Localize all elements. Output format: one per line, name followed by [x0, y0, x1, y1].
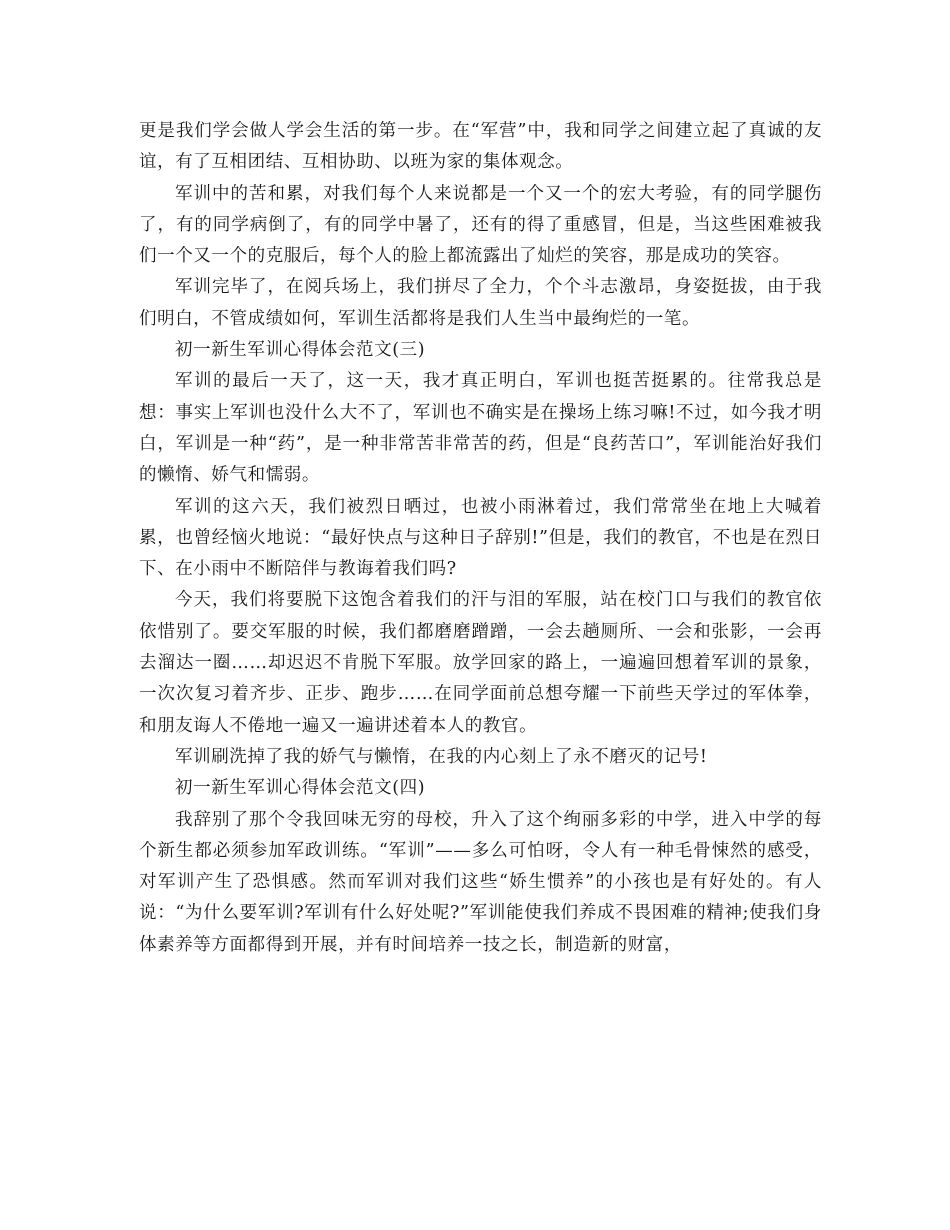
paragraph: 军训的这六天，我们被烈日晒过，也被小雨淋着过，我们常常坐在地上大喊着累，也曾经恼火地说：“最好快点与这种日子辞别!”但是，我们的教官，不也是在烈日下、在小雨中不断陪伴与教诲着我们吗?: [139, 496, 822, 580]
section-heading: 初一新生军训心得体会范文(三): [175, 340, 426, 361]
paragraph: 军训中的苦和累，对我们每个人来说都是一个又一个的宏大考验，有的同学腿伤了，有的同学病倒了，有的同学中暑了，还有的得了重感冒，但是，当这些困难被我们一个又一个的克服后，每个人的脸上都流露出了灿烂的笑容，那是成功的笑容。: [139, 183, 822, 267]
paragraph: 更是我们学会做人学会生活的第一步。在“军营”中，我和同学之间建立起了真诚的友谊，有了互相团结、互相协助、以班为家的集体观念。: [139, 121, 822, 173]
section-heading: 初一新生军训心得体会范文(四): [175, 778, 426, 799]
paragraph: 军训完毕了，在阅兵场上，我们拼尽了全力，个个斗志激昂，身姿挺拔，由于我们明白，不管成绩如何，军训生活都将是我们人生当中最绚烂的一笔。: [139, 277, 822, 329]
paragraph: 军训的最后一天了，这一天，我才真正明白，军训也挺苦挺累的。往常我总是想：事实上军训也没什么大不了，军训也不确实是在操场上练习嘛!不过，如今我才明白，军训是一种“药”，是一种非常苦非常苦的药，但是“良药苦口”，军训能治好我们的懒惰、娇气和懦弱。: [139, 371, 822, 486]
paragraph: 今天，我们将要脱下这饱含着我们的汗与泪的军服，站在校门口与我们的教官依依惜别了。要交军服的时候，我们都磨磨蹭蹭，一会去趟厕所、一会和张影，一会再去溜达一圈……却迟迟不肯脱下军服。放学回家的路上，一遍遍回想着军训的景象，一次次复习着齐步、正步、跑步……在同学面前总想夸耀一下前些天学过的军体拳，和朋友诲人不倦地一遍又一遍讲述着本人的教官。: [139, 590, 822, 736]
paragraph: 我辞别了那个令我回味无穷的母校，升入了这个绚丽多彩的中学，进入中学的每个新生都必须参加军政训练。“军训”——多么可怕呀，令人有一种毛骨悚然的感受，对军训产生了恐惧感。然而军训对我们这些“娇生惯养”的小孩也是有好处的。有人说：“为什么要军训?军训有什么好处呢?”军训能使我们养成不畏困难的精神;使我们身体素养等方面都得到开展，并有时间培养一技之长，制造新的财富，: [139, 809, 822, 955]
paragraph: 军训刷洗掉了我的娇气与懒惰，在我的内心刻上了永不磨灭的记号!: [175, 746, 708, 767]
